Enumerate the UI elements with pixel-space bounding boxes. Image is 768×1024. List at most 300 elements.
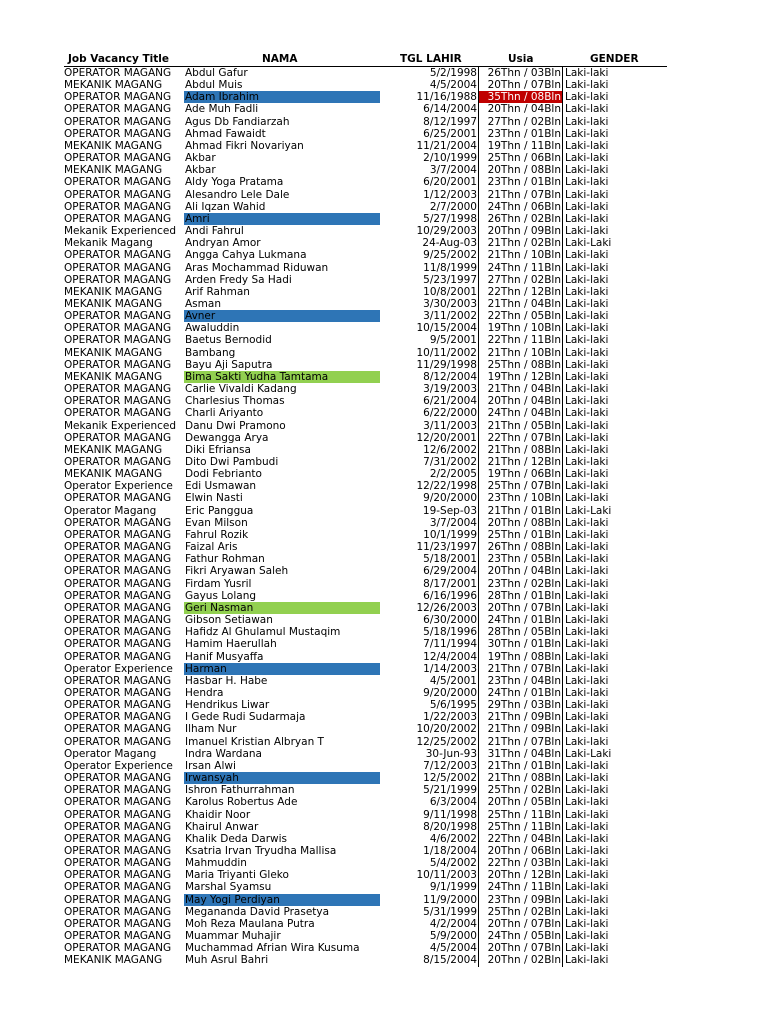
age-cell[interactable]: 31Thn / 04Bln <box>478 748 563 760</box>
birth-date-cell[interactable]: 3/7/2004 <box>429 516 477 529</box>
age-cell[interactable]: 22Thn / 03Bln <box>478 857 563 869</box>
job-title-cell[interactable]: MEKANIK MAGANG <box>64 79 163 92</box>
birth-date-cell[interactable]: 11/16/1988 <box>416 91 477 104</box>
name-cell[interactable]: Fathur Rohman <box>185 553 265 566</box>
job-title-cell[interactable]: OPERATOR MAGANG <box>64 614 172 627</box>
table-row[interactable] <box>64 796 667 808</box>
name-cell[interactable]: Akbar <box>185 164 216 177</box>
age-cell[interactable]: 25Thn / 07Bln <box>478 480 563 492</box>
birth-date-cell[interactable]: 10/11/2002 <box>416 346 477 359</box>
table-row[interactable] <box>64 881 667 893</box>
gender-cell[interactable]: Laki-laki <box>565 358 609 371</box>
job-title-cell[interactable]: MEKANIK MAGANG <box>64 370 163 383</box>
gender-cell[interactable]: Laki-laki <box>565 626 609 639</box>
name-cell[interactable]: Amri <box>184 213 380 225</box>
job-title-cell[interactable]: OPERATOR MAGANG <box>64 407 172 420</box>
name-cell[interactable]: Maria Triyanti Gleko <box>185 869 289 882</box>
birth-date-cell[interactable]: 24-Aug-03 <box>422 237 477 250</box>
birth-date-cell[interactable]: 6/21/2004 <box>423 395 477 408</box>
gender-cell[interactable]: Laki-laki <box>565 711 609 724</box>
birth-date-cell[interactable]: 5/18/1996 <box>423 626 477 639</box>
birth-date-cell[interactable]: 2/7/2000 <box>429 200 477 213</box>
job-title-cell[interactable]: OPERATOR MAGANG <box>64 674 172 687</box>
name-cell[interactable]: Ilham Nur <box>185 723 237 736</box>
job-title-cell[interactable]: Mekanik Experienced <box>64 419 177 432</box>
birth-date-cell[interactable]: 19-Sep-03 <box>422 504 477 517</box>
gender-cell[interactable]: Laki-laki <box>565 686 609 699</box>
table-row[interactable] <box>64 675 667 687</box>
table-row[interactable] <box>64 67 667 79</box>
birth-date-cell[interactable]: 8/12/1997 <box>423 115 477 128</box>
birth-date-cell[interactable]: 9/1/1999 <box>429 881 477 894</box>
job-title-cell[interactable]: MEKANIK MAGANG <box>64 954 163 967</box>
name-cell[interactable]: Danu Dwi Pramono <box>185 419 286 432</box>
birth-date-cell[interactable]: 3/19/2003 <box>423 383 477 396</box>
name-cell[interactable]: Diki Efriansa <box>185 443 251 456</box>
birth-date-cell[interactable]: 5/18/2001 <box>423 553 477 566</box>
age-cell[interactable]: 21Thn / 08Bln <box>478 444 563 456</box>
gender-cell[interactable]: Laki-laki <box>565 225 609 238</box>
table-row[interactable] <box>64 711 667 723</box>
age-cell[interactable]: 21Thn / 04Bln <box>478 383 563 395</box>
age-cell[interactable]: 22Thn / 05Bln <box>478 310 563 322</box>
name-cell[interactable]: Ahmad Fikri Novariyan <box>185 139 304 152</box>
gender-cell[interactable]: Laki-Laki <box>565 504 612 517</box>
birth-date-cell[interactable]: 6/16/1996 <box>423 589 477 602</box>
name-cell[interactable]: Carlie Vivaldi Kadang <box>185 383 297 396</box>
name-cell[interactable]: Hanif Musyaffa <box>185 650 264 663</box>
table-row[interactable] <box>64 492 667 504</box>
age-cell[interactable]: 20Thn / 07Bln <box>478 602 563 614</box>
table-row[interactable] <box>64 225 667 237</box>
job-title-cell[interactable]: OPERATOR MAGANG <box>64 930 172 943</box>
job-title-cell[interactable]: OPERATOR MAGANG <box>64 808 172 821</box>
age-cell[interactable]: 21Thn / 09Bln <box>478 723 563 735</box>
age-cell[interactable]: 25Thn / 02Bln <box>478 906 563 918</box>
job-title-cell[interactable]: OPERATOR MAGANG <box>64 456 172 468</box>
table-row[interactable] <box>64 274 667 286</box>
age-cell[interactable]: 24Thn / 01Bln <box>478 687 563 699</box>
birth-date-cell[interactable]: 9/20/2000 <box>423 492 477 505</box>
age-cell[interactable]: 22Thn / 07Bln <box>478 432 563 444</box>
birth-date-cell[interactable]: 8/17/2001 <box>423 577 477 590</box>
job-title-cell[interactable]: OPERATOR MAGANG <box>64 638 172 651</box>
table-row[interactable] <box>64 91 667 103</box>
age-cell[interactable]: 24Thn / 06Bln <box>478 201 563 213</box>
gender-cell[interactable]: Laki-laki <box>565 808 609 821</box>
name-cell[interactable]: Akbar <box>185 152 216 165</box>
gender-cell[interactable]: Laki-laki <box>565 614 609 627</box>
job-title-cell[interactable]: OPERATOR MAGANG <box>64 893 172 906</box>
job-title-cell[interactable]: OPERATOR MAGANG <box>64 127 172 140</box>
name-cell[interactable]: Geri Nasman <box>184 602 380 614</box>
table-row[interactable] <box>64 286 667 298</box>
gender-cell[interactable]: Laki-laki <box>565 905 609 918</box>
age-cell[interactable]: 21Thn / 08Bln <box>478 772 563 784</box>
birth-date-cell[interactable]: 4/6/2002 <box>429 832 477 845</box>
table-row[interactable] <box>64 748 667 760</box>
name-cell[interactable]: Muammar Muhajir <box>185 930 281 943</box>
job-title-cell[interactable]: OPERATOR MAGANG <box>64 67 172 79</box>
name-cell[interactable]: Hendrikus Liwar <box>185 699 270 712</box>
name-cell[interactable]: Hamim Haerullah <box>185 638 277 651</box>
table-row[interactable] <box>64 79 667 91</box>
gender-cell[interactable]: Laki-laki <box>565 881 609 894</box>
name-cell[interactable]: Charli Ariyanto <box>185 407 264 420</box>
job-title-cell[interactable]: Operator Experience <box>64 480 173 493</box>
name-cell[interactable]: Gibson Setiawan <box>185 614 273 627</box>
table-row[interactable] <box>64 760 667 772</box>
gender-cell[interactable]: Laki-laki <box>565 322 609 335</box>
table-row[interactable] <box>64 116 667 128</box>
birth-date-cell[interactable]: 3/30/2003 <box>423 297 477 310</box>
age-cell[interactable]: 20Thn / 04Bln <box>478 395 563 407</box>
gender-cell[interactable]: Laki-laki <box>565 91 609 104</box>
name-cell[interactable]: Abdul Muis <box>185 79 243 92</box>
table-row[interactable] <box>64 954 667 966</box>
birth-date-cell[interactable]: 11/23/1997 <box>416 541 477 554</box>
job-title-cell[interactable]: OPERATOR MAGANG <box>64 784 172 797</box>
name-cell[interactable]: Andi Fahrul <box>185 225 244 238</box>
gender-cell[interactable]: Laki-laki <box>565 152 609 165</box>
name-cell[interactable]: Alesandro Lele Dale <box>185 188 290 201</box>
job-title-cell[interactable]: OPERATOR MAGANG <box>64 541 172 554</box>
age-cell[interactable]: 20Thn / 07Bln <box>478 918 563 930</box>
gender-cell[interactable]: Laki-laki <box>565 796 609 809</box>
age-cell[interactable]: 21Thn / 09Bln <box>478 711 563 723</box>
age-cell[interactable]: 24Thn / 11Bln <box>478 262 563 274</box>
gender-cell[interactable]: Laki-laki <box>565 893 609 906</box>
job-title-cell[interactable]: OPERATOR MAGANG <box>64 905 172 918</box>
job-title-cell[interactable]: OPERATOR MAGANG <box>64 772 172 785</box>
name-cell[interactable]: May Yogi Perdiyan <box>184 894 380 906</box>
name-cell[interactable]: Megananda David Prasetya <box>185 905 330 918</box>
gender-cell[interactable]: Laki-laki <box>565 577 609 590</box>
birth-date-cell[interactable]: 6/3/2004 <box>429 796 477 809</box>
table-row[interactable] <box>64 784 667 796</box>
age-cell[interactable]: 25Thn / 01Bln <box>478 529 563 541</box>
table-row[interactable] <box>64 918 667 930</box>
gender-cell[interactable]: Laki-laki <box>565 674 609 687</box>
gender-cell[interactable]: Laki-laki <box>565 103 609 116</box>
name-cell[interactable]: Abdul Gafur <box>185 67 248 79</box>
gender-cell[interactable]: Laki-Laki <box>565 747 612 760</box>
gender-cell[interactable]: Laki-laki <box>565 334 609 347</box>
age-cell[interactable]: 20Thn / 07Bln <box>478 79 563 91</box>
job-title-cell[interactable]: MEKANIK MAGANG <box>64 443 163 456</box>
birth-date-cell[interactable]: 4/5/2001 <box>429 674 477 687</box>
name-cell[interactable]: Asman <box>185 297 221 310</box>
gender-cell[interactable]: Laki-laki <box>565 638 609 651</box>
gender-cell[interactable]: Laki-laki <box>565 443 609 456</box>
table-row[interactable] <box>64 237 667 249</box>
name-cell[interactable]: Fahrul Rozik <box>185 528 249 541</box>
name-cell[interactable]: Firdam Yusril <box>185 577 252 590</box>
name-cell[interactable]: Adam Ibrahim <box>184 91 380 103</box>
job-title-cell[interactable]: MEKANIK MAGANG <box>64 285 163 298</box>
table-row[interactable] <box>64 809 667 821</box>
name-cell[interactable]: I Gede Rudi Sudarmaja <box>185 711 306 724</box>
table-row[interactable] <box>64 213 667 225</box>
table-row[interactable] <box>64 334 667 346</box>
age-cell[interactable]: 35Thn / 08Bln <box>478 91 563 103</box>
gender-cell[interactable]: Laki-laki <box>565 407 609 420</box>
gender-cell[interactable]: Laki-laki <box>565 370 609 383</box>
table-row[interactable] <box>64 565 667 577</box>
job-title-cell[interactable]: OPERATOR MAGANG <box>64 310 172 323</box>
birth-date-cell[interactable]: 12/25/2002 <box>416 735 477 748</box>
birth-date-cell[interactable]: 4/2/2004 <box>429 917 477 930</box>
job-title-cell[interactable]: OPERATOR MAGANG <box>64 383 172 396</box>
name-cell[interactable]: Ali Iqzan Wahid <box>185 200 266 213</box>
birth-date-cell[interactable]: 8/15/2004 <box>423 954 477 967</box>
job-title-cell[interactable]: OPERATOR MAGANG <box>64 358 172 371</box>
age-cell[interactable]: 21Thn / 02Bln <box>478 237 563 249</box>
table-row[interactable] <box>64 480 667 492</box>
table-row[interactable] <box>64 262 667 274</box>
name-cell[interactable]: Ishron Fathurrahman <box>185 784 295 797</box>
table-row[interactable] <box>64 444 667 456</box>
job-title-cell[interactable]: OPERATOR MAGANG <box>64 832 172 845</box>
gender-cell[interactable]: Laki-laki <box>565 419 609 432</box>
birth-date-cell[interactable]: 4/5/2004 <box>429 79 477 92</box>
name-cell[interactable]: Marshal Syamsu <box>185 881 272 894</box>
age-cell[interactable]: 19Thn / 06Bln <box>478 468 563 480</box>
table-row[interactable] <box>64 541 667 553</box>
table-row[interactable] <box>64 164 667 176</box>
birth-date-cell[interactable]: 9/25/2002 <box>423 249 477 262</box>
age-cell[interactable]: 20Thn / 09Bln <box>478 225 563 237</box>
age-cell[interactable]: 23Thn / 01Bln <box>478 128 563 140</box>
table-row[interactable] <box>64 833 667 845</box>
birth-date-cell[interactable]: 2/2/2005 <box>429 468 477 481</box>
age-cell[interactable]: 26Thn / 02Bln <box>478 213 563 225</box>
job-title-cell[interactable]: OPERATOR MAGANG <box>64 723 172 736</box>
birth-date-cell[interactable]: 10/1/1999 <box>423 528 477 541</box>
gender-cell[interactable]: Laki-laki <box>565 589 609 602</box>
gender-cell[interactable]: Laki-laki <box>565 541 609 554</box>
birth-date-cell[interactable]: 11/9/2000 <box>423 893 477 906</box>
gender-cell[interactable]: Laki-laki <box>565 115 609 128</box>
age-cell[interactable]: 25Thn / 11Bln <box>478 809 563 821</box>
age-cell[interactable]: 21Thn / 10Bln <box>478 347 563 359</box>
name-cell[interactable]: Evan Milson <box>185 516 248 529</box>
age-cell[interactable]: 25Thn / 08Bln <box>478 359 563 371</box>
gender-cell[interactable]: Laki-laki <box>565 565 609 578</box>
job-title-cell[interactable]: OPERATOR MAGANG <box>64 686 172 699</box>
table-row[interactable] <box>64 687 667 699</box>
table-row[interactable] <box>64 371 667 383</box>
birth-date-cell[interactable]: 1/18/2004 <box>423 845 477 857</box>
birth-date-cell[interactable]: 6/20/2001 <box>423 176 477 189</box>
name-cell[interactable]: Hendra <box>185 686 224 699</box>
birth-date-cell[interactable]: 3/11/2002 <box>423 310 477 323</box>
gender-cell[interactable]: Laki-laki <box>565 772 609 785</box>
table-row[interactable] <box>64 845 667 857</box>
name-cell[interactable]: Bambang <box>185 346 236 359</box>
table-row[interactable] <box>64 347 667 359</box>
birth-date-cell[interactable]: 6/30/2000 <box>423 614 477 627</box>
name-cell[interactable]: Imanuel Kristian Albryan T <box>185 735 324 748</box>
age-cell[interactable]: 29Thn / 03Bln <box>478 699 563 711</box>
job-title-cell[interactable]: Mekanik Experienced <box>64 225 177 238</box>
job-title-cell[interactable]: OPERATOR MAGANG <box>64 322 172 335</box>
age-cell[interactable]: 19Thn / 08Bln <box>478 651 563 663</box>
gender-cell[interactable]: Laki-laki <box>565 188 609 201</box>
table-row[interactable] <box>64 906 667 918</box>
age-cell[interactable]: 25Thn / 06Bln <box>478 152 563 164</box>
name-cell[interactable]: Bima Sakti Yudha Tamtama <box>184 371 380 383</box>
birth-date-cell[interactable]: 3/7/2004 <box>429 164 477 177</box>
name-cell[interactable]: Ksatria Irvan Tryudha Mallisa <box>185 845 337 857</box>
name-cell[interactable]: Bayu Aji Saputra <box>185 358 273 371</box>
gender-cell[interactable]: Laki-laki <box>565 723 609 736</box>
job-title-cell[interactable]: OPERATOR MAGANG <box>64 601 172 614</box>
birth-date-cell[interactable]: 4/5/2004 <box>429 942 477 955</box>
age-cell[interactable]: 25Thn / 02Bln <box>478 784 563 796</box>
gender-cell[interactable]: Laki-laki <box>565 480 609 493</box>
birth-date-cell[interactable]: 7/31/2002 <box>423 456 477 468</box>
job-title-cell[interactable]: OPERATOR MAGANG <box>64 200 172 213</box>
table-row[interactable] <box>64 298 667 310</box>
name-cell[interactable]: Muchammad Afrian Wira Kusuma <box>185 942 360 955</box>
job-title-cell[interactable]: OPERATOR MAGANG <box>64 857 172 870</box>
job-title-cell[interactable]: OPERATOR MAGANG <box>64 626 172 639</box>
gender-cell[interactable]: Laki-laki <box>565 249 609 262</box>
birth-date-cell[interactable]: 10/29/2003 <box>416 225 477 238</box>
birth-date-cell[interactable]: 1/12/2003 <box>423 188 477 201</box>
name-cell[interactable]: Eric Panggua <box>185 504 254 517</box>
birth-date-cell[interactable]: 1/14/2003 <box>423 662 477 675</box>
table-row[interactable] <box>64 772 667 784</box>
age-cell[interactable]: 25Thn / 11Bln <box>478 821 563 833</box>
job-title-cell[interactable]: OPERATOR MAGANG <box>64 273 172 286</box>
name-cell[interactable]: Agus Db Fandiarzah <box>185 115 290 128</box>
age-cell[interactable]: 24Thn / 11Bln <box>478 881 563 893</box>
table-row[interactable] <box>64 553 667 565</box>
age-cell[interactable]: 26Thn / 03Bln <box>478 67 563 79</box>
name-cell[interactable]: Aras Mochammad Riduwan <box>185 261 329 274</box>
age-cell[interactable]: 24Thn / 04Bln <box>478 407 563 419</box>
table-row[interactable] <box>64 869 667 881</box>
name-cell[interactable]: Elwin Nasti <box>185 492 243 505</box>
age-cell[interactable]: 19Thn / 10Bln <box>478 322 563 334</box>
name-cell[interactable]: Hafidz Al Ghulamul Mustaqim <box>185 626 341 639</box>
birth-date-cell[interactable]: 6/29/2004 <box>423 565 477 578</box>
table-row[interactable] <box>64 359 667 371</box>
birth-date-cell[interactable]: 12/26/2003 <box>416 601 477 614</box>
gender-cell[interactable]: Laki-Laki <box>565 237 612 250</box>
birth-date-cell[interactable]: 5/27/1998 <box>423 212 477 225</box>
age-cell[interactable]: 21Thn / 07Bln <box>478 736 563 748</box>
gender-cell[interactable]: Laki-laki <box>565 492 609 505</box>
job-title-cell[interactable]: MEKANIK MAGANG <box>64 297 163 310</box>
name-cell[interactable]: Irsan Alwi <box>185 759 236 772</box>
birth-date-cell[interactable]: 10/11/2003 <box>416 869 477 882</box>
gender-cell[interactable]: Laki-laki <box>565 832 609 845</box>
name-cell[interactable]: Arden Fredy Sa Hadi <box>185 273 292 286</box>
gender-cell[interactable]: Laki-laki <box>565 553 609 566</box>
age-cell[interactable]: 24Thn / 01Bln <box>478 614 563 626</box>
age-cell[interactable]: 20Thn / 07Bln <box>478 942 563 954</box>
table-row[interactable] <box>64 614 667 626</box>
birth-date-cell[interactable]: 30-Jun-93 <box>425 747 477 760</box>
job-title-cell[interactable]: Operator Magang <box>64 747 157 760</box>
age-cell[interactable]: 20Thn / 06Bln <box>478 845 563 857</box>
age-cell[interactable]: 20Thn / 08Bln <box>478 517 563 529</box>
table-row[interactable] <box>64 821 667 833</box>
gender-cell[interactable]: Laki-laki <box>565 759 609 772</box>
job-title-cell[interactable]: Operator Experience <box>64 759 173 772</box>
birth-date-cell[interactable]: 8/12/2004 <box>423 370 477 383</box>
table-row[interactable] <box>64 310 667 322</box>
gender-cell[interactable]: Laki-laki <box>565 297 609 310</box>
gender-cell[interactable]: Laki-laki <box>565 456 609 468</box>
age-cell[interactable]: 20Thn / 02Bln <box>478 954 563 966</box>
birth-date-cell[interactable]: 12/6/2002 <box>423 443 477 456</box>
name-cell[interactable]: Dewangga Arya <box>185 431 269 444</box>
name-cell[interactable]: Khalik Deda Darwis <box>185 832 288 845</box>
job-title-cell[interactable]: OPERATOR MAGANG <box>64 845 172 857</box>
name-cell[interactable]: Charlesius Thomas <box>185 395 285 408</box>
name-cell[interactable]: Muh Asrul Bahri <box>185 954 269 967</box>
birth-date-cell[interactable]: 7/12/2003 <box>423 759 477 772</box>
birth-date-cell[interactable]: 12/4/2004 <box>423 650 477 663</box>
table-row[interactable] <box>64 407 667 419</box>
table-row[interactable] <box>64 249 667 261</box>
table-row[interactable] <box>64 505 667 517</box>
job-title-cell[interactable]: OPERATOR MAGANG <box>64 492 172 505</box>
age-cell[interactable]: 22Thn / 12Bln <box>478 286 563 298</box>
name-cell[interactable]: Khairul Anwar <box>185 820 259 833</box>
table-row[interactable] <box>64 723 667 735</box>
birth-date-cell[interactable]: 9/20/2000 <box>423 686 477 699</box>
name-cell[interactable]: Gayus Lolang <box>185 589 257 602</box>
job-title-cell[interactable]: OPERATOR MAGANG <box>64 699 172 712</box>
gender-cell[interactable]: Laki-laki <box>565 79 609 92</box>
gender-cell[interactable]: Laki-laki <box>565 650 609 663</box>
gender-cell[interactable]: Laki-laki <box>565 954 609 967</box>
age-cell[interactable]: 20Thn / 04Bln <box>478 565 563 577</box>
job-title-cell[interactable]: MEKANIK MAGANG <box>64 468 163 481</box>
birth-date-cell[interactable]: 2/10/1999 <box>423 152 477 165</box>
job-title-cell[interactable]: OPERATOR MAGANG <box>64 261 172 274</box>
gender-cell[interactable]: Laki-laki <box>565 917 609 930</box>
gender-cell[interactable]: Laki-laki <box>565 784 609 797</box>
birth-date-cell[interactable]: 7/11/1994 <box>423 638 477 651</box>
age-cell[interactable]: 26Thn / 08Bln <box>478 541 563 553</box>
job-title-cell[interactable]: OPERATOR MAGANG <box>64 589 172 602</box>
gender-cell[interactable]: Laki-laki <box>565 942 609 955</box>
table-row[interactable] <box>64 420 667 432</box>
name-cell[interactable]: Irwansyah <box>184 772 380 784</box>
age-cell[interactable]: 27Thn / 02Bln <box>478 274 563 286</box>
table-row[interactable] <box>64 383 667 395</box>
table-row[interactable] <box>64 942 667 954</box>
table-row[interactable] <box>64 857 667 869</box>
gender-cell[interactable]: Laki-laki <box>565 127 609 140</box>
name-cell[interactable]: Ahmad Fawaidt <box>185 127 266 140</box>
table-row[interactable] <box>64 201 667 213</box>
age-cell[interactable]: 20Thn / 12Bln <box>478 869 563 881</box>
birth-date-cell[interactable]: 11/29/1998 <box>416 358 477 371</box>
job-title-cell[interactable]: OPERATOR MAGANG <box>64 565 172 578</box>
birth-date-cell[interactable]: 3/11/2003 <box>423 419 477 432</box>
job-title-cell[interactable]: OPERATOR MAGANG <box>64 516 172 529</box>
job-title-cell[interactable]: OPERATOR MAGANG <box>64 431 172 444</box>
table-row[interactable] <box>64 736 667 748</box>
job-title-cell[interactable]: OPERATOR MAGANG <box>64 577 172 590</box>
